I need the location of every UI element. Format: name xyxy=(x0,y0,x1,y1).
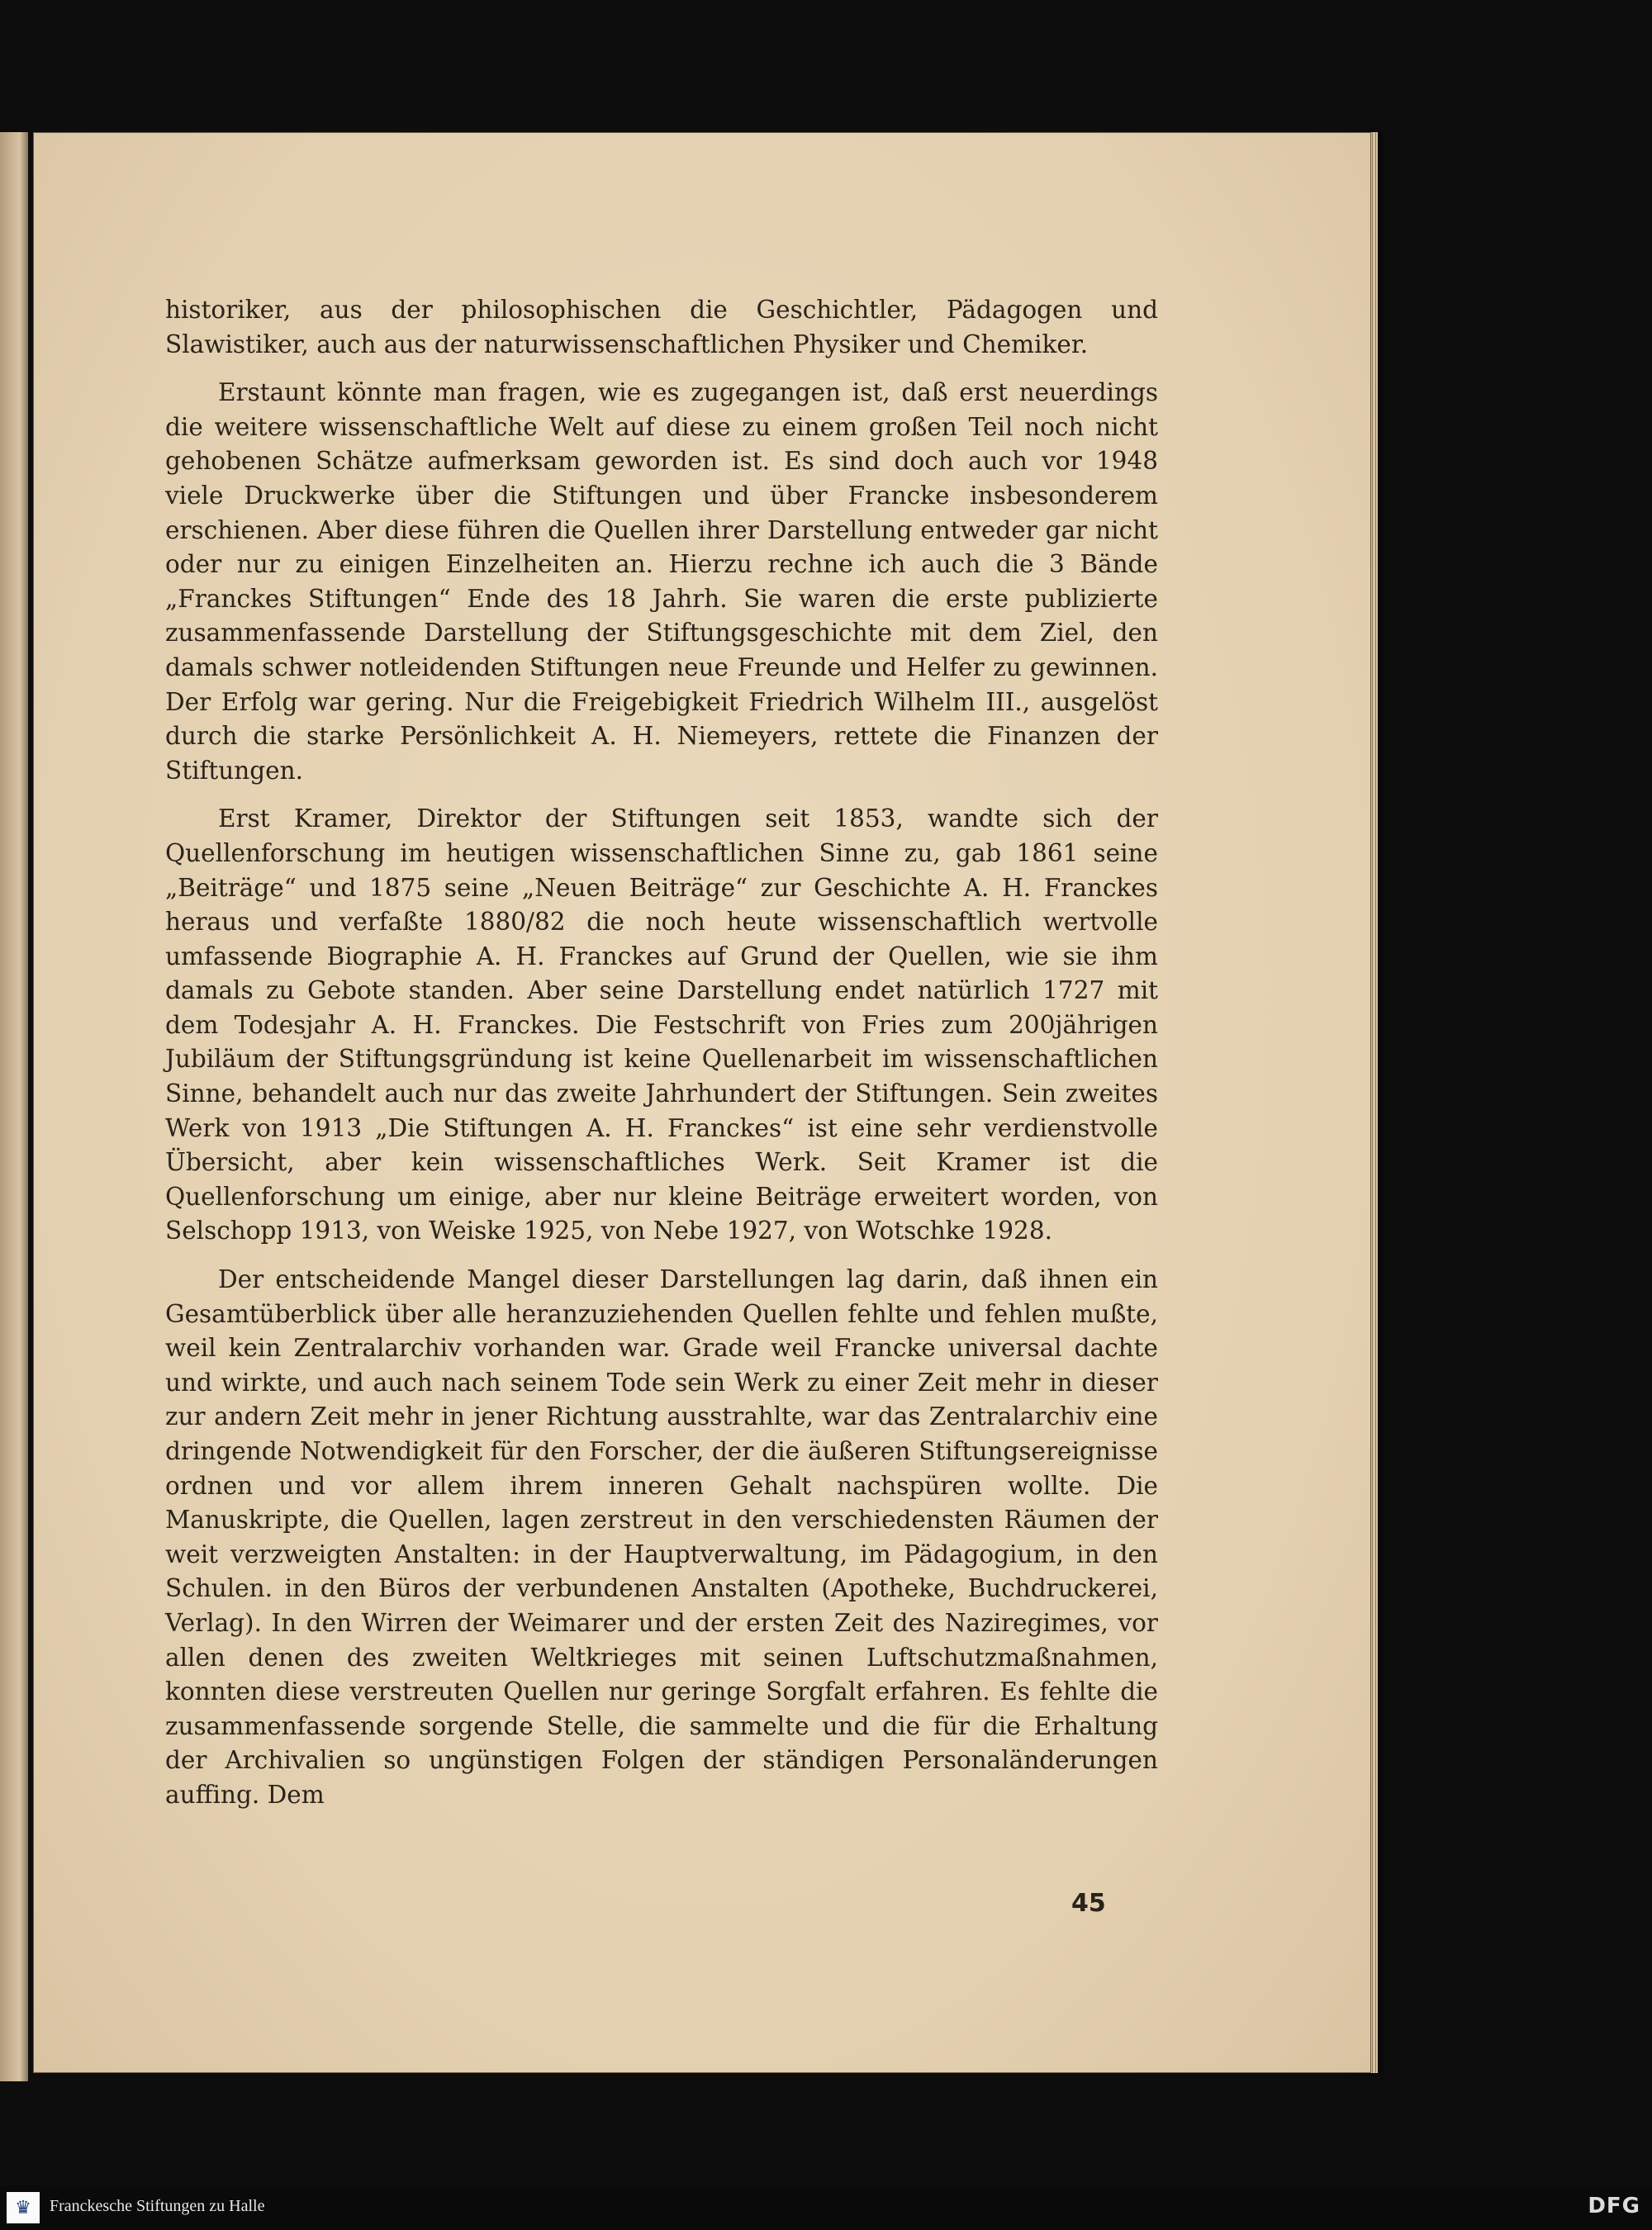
institution-logo-icon[interactable]: ♛ xyxy=(7,2192,40,2223)
viewer-footer xyxy=(0,2185,1652,2230)
paragraph-2: Erstaunt könnte man fragen, wie es zugegangen ist, daß erst neuerdings die weitere wissenschaftliche Welt auf diese zu einem großen Teil noch nicht gehobenen Schätze aufmerksam geworden ist. Es sind doch auch vor 1948 viele Druckwerke über die Stiftungen und über Francke insbesonderem erschienen. Aber diese führen die Quellen ihrer Darstellung entweder gar nicht oder nur zu einigen Einzelheiten an. Hierzu rechne ich auch die 3 Bände „Franckes Stiftungen“ Ende des 18 Jahrh. Sie waren die erste publizierte zusammenfassende Darstellung der Stiftungsgeschichte mit dem Ziel, den damals schwer notleidenden Stiftungen neue Freunde und Helfer zu gewinnen. Der Erfolg war gering. Nur die Freigebigkeit Friedrich Wilhelm III., ausgelöst durch die starke Persönlichkeit A. H. Niemeyers, rettete die Finanzen der Stiftungen. xyxy=(165,378,1158,785)
paragraph-4: Der entscheidende Mangel dieser Darstellungen lag darin, daß ihnen ein Gesamtüberblick über alle heranzuziehenden Quellen fehlte und fehlen mußte, weil kein Zentralarchiv vorhanden war. Grade weil Francke universal dachte und wirkte, und auch nach seinem Tode sein Werk zu einer Zeit mehr in dieser zur andern Zeit mehr in jener Richtung ausstrahlte, war das Zentralarchiv eine dringende Notwendigkeit für den Forscher, der die äußeren Stiftungsereignisse ordnen und vor allem ihrem inneren Gehalt nachspüren wollte. Die Manuskripte, die Quellen, lagen zerstreut in den verschiedensten Räumen der weit verzweigten Anstalten: in der Hauptverwaltung, im Pädagogium, in den Schulen. in den Büros der verbundenen Anstalten (Apotheke, Buchdruckerei, Verlag). In den Wirren der Weimarer und der ersten Zeit des Naziregimes, vor allen denen des zweiten Weltkrieges mit seinen Luftschutzmaßnahmen, konnten diese verstreuten Quellen nur geringe Sorgfalt erfahren. Es fehlte die zusammenfassende sorgende Stelle, die sammelte und die für die Erhaltung der Archivalien so ungünstigen Folgen der ständigen Personaländerungen auffing. Dem xyxy=(165,1265,1158,1809)
institution-name[interactable]: Franckesche Stiftungen zu Halle xyxy=(50,2197,265,2215)
paragraph-3: Erst Kramer, Direktor der Stiftungen seit 1853, wandte sich der Quellenforschung im heutigen wissenschaftlichen Sinne zu, gab 1861 seine „Beiträge“ und 1875 seine „Neuen Beiträge“ zur Geschichte A. H. Franckes heraus und verfaßte 1880/82 die noch heute wissenschaftlich wertvolle umfassende Biographie A. H. Franckes auf Grund der Quellen, wie sie ihm damals zu Gebote standen. Aber seine Darstellung endet natürlich 1727 mit dem Todesjahr A. H. Franckes. Die Festschrift von Fries zum 200jährigen Jubiläum der Stiftungsgründung ist keine Quellenarbeit im wissenschaftlichen Sinne, behandelt auch nur das zweite Jahrhundert der Stiftungen. Sein zweites Werk von 1913 „Die Stiftungen A. H. Franckes“ ist eine sehr verdienstvolle Übersicht, aber kein wissenschaftliches Werk. Seit Kramer ist die Quellenforschung um einige, aber nur kleine Beiträge erweitert worden, von Selschopp 1913, von Weiske 1925, von Nebe 1927, von Wotschke 1928. xyxy=(165,804,1158,1245)
body-text xyxy=(165,293,1158,1827)
page-number: 45 xyxy=(1071,1889,1106,1918)
paragraph-1: historiker, aus der philosophischen die Geschichtler, Pädagogen und Slawistiker, auch aus der naturwissenschaftlichen Physiker und Chemiker. xyxy=(165,296,1158,358)
dfg-logo[interactable]: DFG xyxy=(1588,2194,1640,2218)
previous-page-edge xyxy=(0,132,28,2081)
